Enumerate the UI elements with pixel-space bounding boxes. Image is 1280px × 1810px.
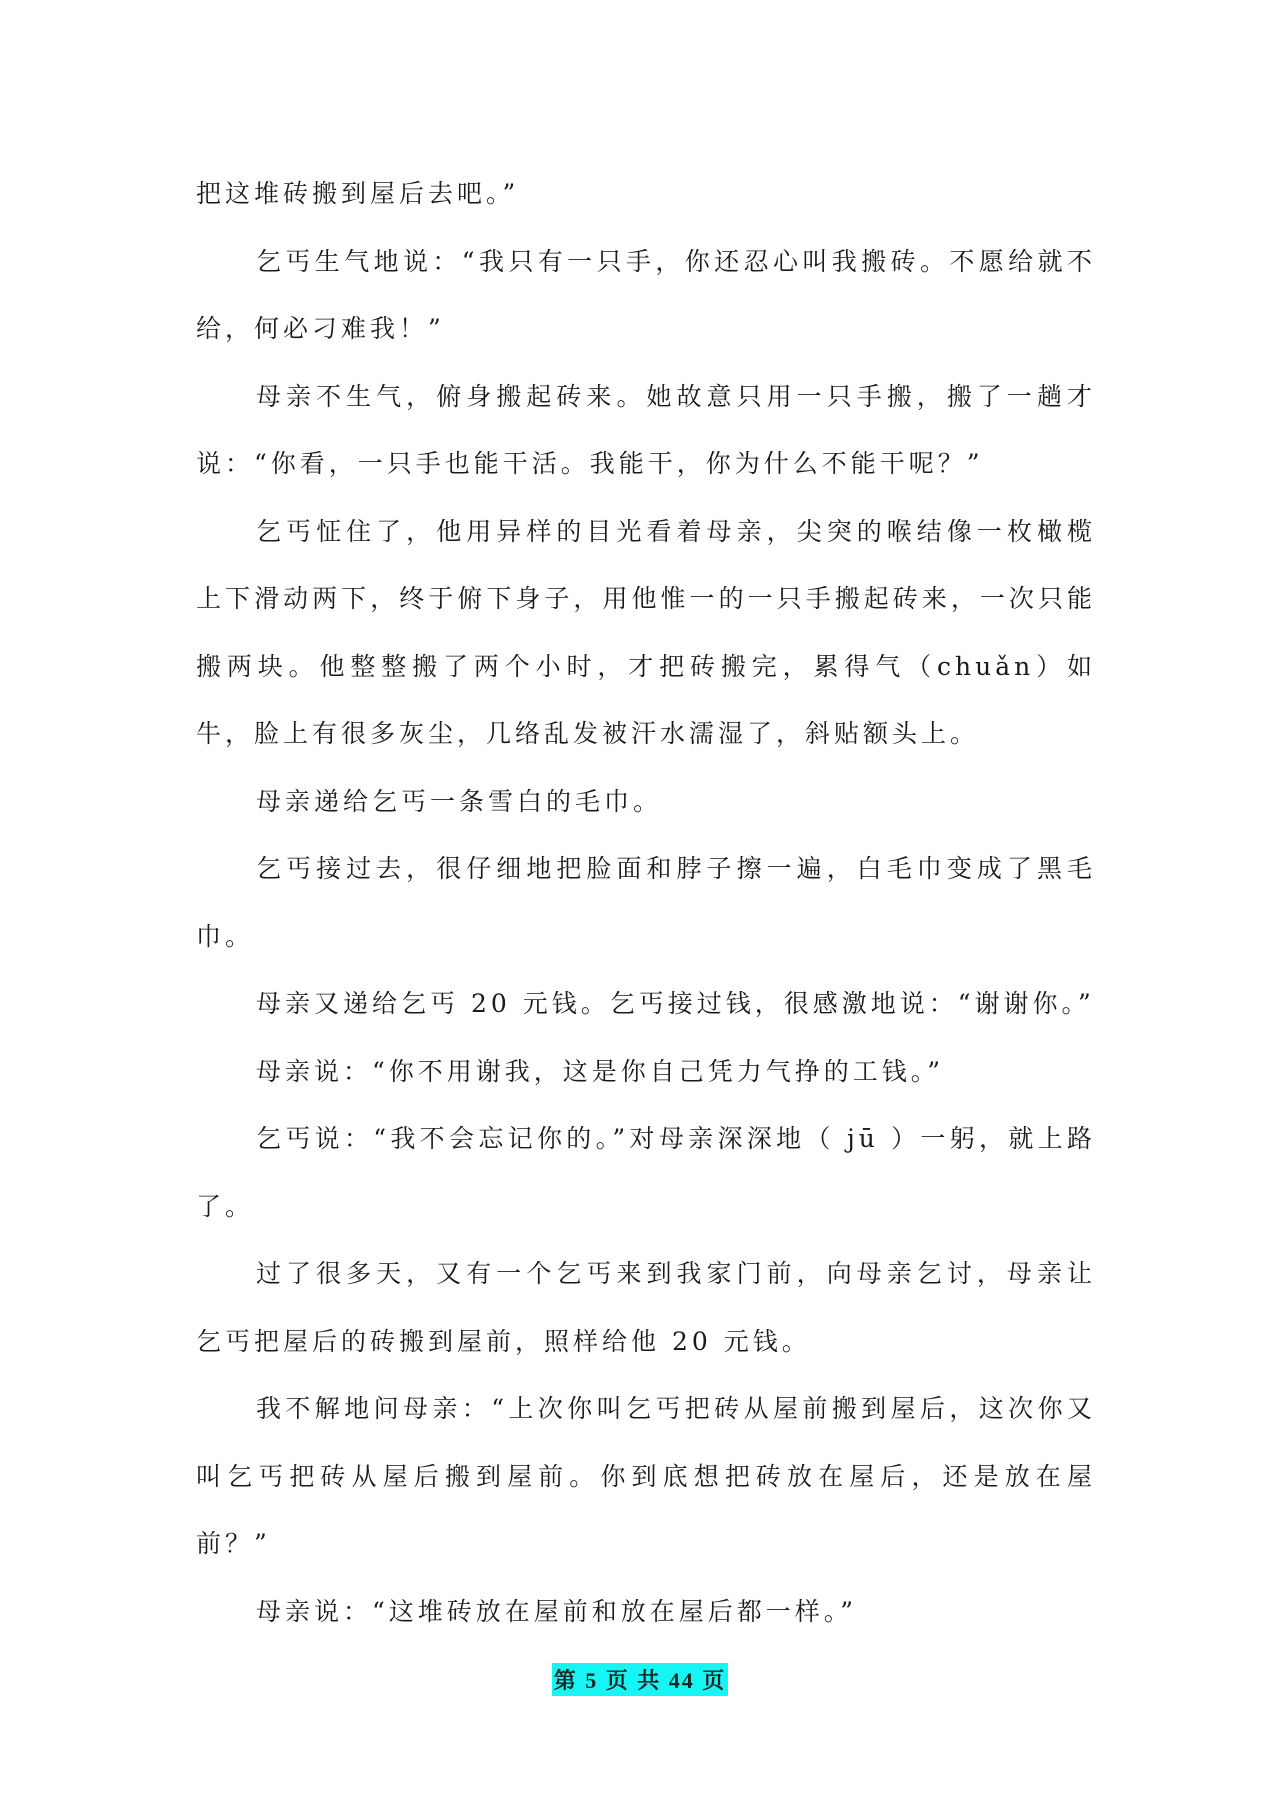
paragraph-6: 乞丐接过去，很仔细地把脸面和脖子擦一遍，白毛巾变成了黑毛巾。 <box>196 854 1096 951</box>
paragraph-2: 乞丐生气地说：“我只有一只手，你还忍心叫我搬砖。不愿给就不给，何必刁难我！” <box>196 246 1096 343</box>
document-body <box>196 160 1096 1645</box>
paragraph-5: 母亲递给乞丐一条雪白的毛巾。 <box>256 786 663 816</box>
paragraph-10: 过了很多天，又有一个乞丐来到我家门前，向母亲乞讨，母亲让乞丐把屋后的砖搬到屋前，照样给他 20 元钱。 <box>196 1259 1096 1356</box>
paragraph-11: 我不解地问母亲：“上次你叫乞丐把砖从屋前搬到屋后，这次你又叫乞丐把砖从屋后搬到屋前。你到底想把砖放在屋后，还是放在屋前？” <box>196 1394 1096 1558</box>
paragraph-3: 母亲不生气，俯身搬起砖来。她故意只用一只手搬，搬了一趟才说：“你看，一只手也能干活。我能干，你为什么不能干呢？” <box>196 381 1096 478</box>
paragraph-12: 母亲说：“这堆砖放在屋前和放在屋后都一样。” <box>256 1596 858 1626</box>
paragraph-4: 乞丐怔住了，他用异样的目光看着母亲，尖突的喉结像一枚橄榄上下滑动两下，终于俯下身子，用他惟一的一只手搬起砖来，一次只能搬两块。他整整搬了两个小时，才把砖搬完，累得气（chuǎn）如牛，脸上有很多灰尘，几络乱发被汗水濡湿了，斜贴额头上。 <box>196 516 1096 748</box>
paragraph-8: 母亲说：“你不用谢我，这是你自己凭力气挣的工钱。” <box>256 1056 945 1086</box>
page-number-label: 第 5 页 共 44 页 <box>552 1663 729 1696</box>
page-footer <box>0 1663 1280 1696</box>
paragraph-7: 母亲又递给乞丐 20 元钱。乞丐接过钱，很感激地说：“谢谢你。” <box>256 989 1095 1018</box>
paragraph-1: 把这堆砖搬到屋后去吧。” <box>196 179 520 208</box>
paragraph-9: 乞丐说：“我不会忘记你的。”对母亲深深地（ jū ）一躬，就上路了。 <box>196 1124 1096 1221</box>
